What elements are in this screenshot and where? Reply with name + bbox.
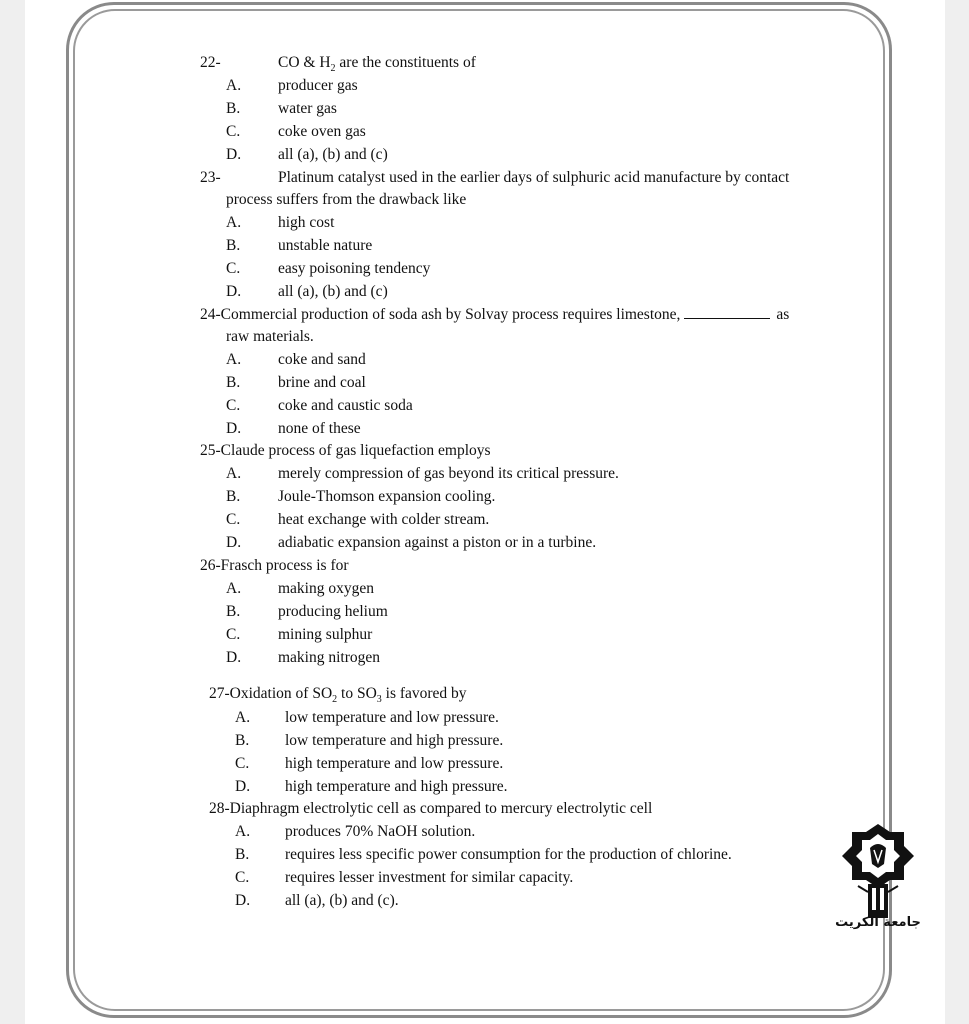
option-letter: B. <box>226 488 241 505</box>
option-text: coke and sand <box>278 351 366 368</box>
question-24-text-cont: raw materials. <box>226 328 314 345</box>
option-letter: B. <box>226 237 241 254</box>
option-letter: B. <box>226 100 241 117</box>
option-letter: D. <box>235 778 251 795</box>
option-text: Joule-Thomson expansion cooling. <box>278 488 496 505</box>
question-22-text: CO & $H_2$ are the constituents of <box>278 54 476 75</box>
option-text: water gas <box>278 100 337 117</box>
option-text: requires lesser investment for similar capacity. <box>285 869 574 886</box>
option-letter: C. <box>235 755 250 772</box>
option-letter: A. <box>226 580 242 597</box>
option-letter: C. <box>226 397 241 414</box>
option-text: high temperature and high pressure. <box>285 778 508 795</box>
option-text: high cost <box>278 214 335 231</box>
option-letter: B. <box>226 374 241 391</box>
option-text: produces 70% NaOH solution. <box>285 823 476 840</box>
question-23-text-cont: process suffers from the drawback like <box>226 191 467 208</box>
question-number: 22- <box>200 54 221 71</box>
question-27: 27-Oxidation of $SO_2$ to $SO_3$ is favored by <box>209 685 467 706</box>
logo-caption: جامعة الكريت <box>835 915 921 930</box>
option-letter: A. <box>226 214 242 231</box>
question-number: 24- <box>200 306 221 323</box>
university-emblem-icon <box>830 822 926 932</box>
option-letter: B. <box>235 732 250 749</box>
option-letter: C. <box>226 123 241 140</box>
question-number: 23- <box>200 169 221 186</box>
option-text: making nitrogen <box>278 649 381 666</box>
university-logo <box>830 822 926 932</box>
option-text: requires less specific power consumption for the production of chlorine. <box>285 846 732 863</box>
option-text: making oxygen <box>278 580 374 597</box>
option-letter: D. <box>226 420 242 437</box>
question-28: 28-Diaphragm electrolytic cell as compared to mercury electrolytic cell <box>209 800 653 817</box>
option-letter: A. <box>235 709 251 726</box>
option-letter: C. <box>226 511 241 528</box>
option-letter: D. <box>235 892 251 909</box>
option-text: heat exchange with colder stream. <box>278 511 490 528</box>
option-letter: C. <box>226 260 241 277</box>
option-text: all (a), (b) and (c). <box>285 892 399 909</box>
option-text: easy poisoning tendency <box>278 260 431 277</box>
question-number: 26- <box>200 557 221 574</box>
option-text: adiabatic expansion against a piston or in a turbine. <box>278 534 597 551</box>
option-letter: A. <box>235 823 251 840</box>
question-25: 25-Claude process of gas liquefaction employs <box>200 442 491 459</box>
question-22 <box>200 54 221 72</box>
question-number: 27- <box>209 685 230 702</box>
option-letter: D. <box>226 534 242 551</box>
option-text: all (a), (b) and (c) <box>278 283 388 300</box>
question-number: 25- <box>200 442 221 459</box>
option-letter: B. <box>235 846 250 863</box>
option-text: all (a), (b) and (c) <box>278 146 388 163</box>
option-letter: A. <box>226 77 242 94</box>
option-letter: D. <box>226 283 242 300</box>
option-text: producing helium <box>278 603 388 620</box>
option-text: producer gas <box>278 77 358 94</box>
question-26: 26-Frasch process is for <box>200 557 349 574</box>
option-text: none of these <box>278 420 361 437</box>
option-text: high temperature and low pressure. <box>285 755 504 772</box>
fill-in-blank <box>684 306 770 319</box>
option-text: low temperature and low pressure. <box>285 709 499 726</box>
question-number: 28- <box>209 800 230 817</box>
option-letter: A. <box>226 351 242 368</box>
question-23-text: Platinum catalyst used in the earlier days of sulphuric acid manufacture by contact <box>278 169 790 186</box>
option-text: low temperature and high pressure. <box>285 732 504 749</box>
option-letter: C. <box>235 869 250 886</box>
option-text: brine and coal <box>278 374 366 391</box>
option-text: merely compression of gas beyond its critical pressure. <box>278 465 619 482</box>
option-letter: D. <box>226 146 242 163</box>
option-letter: D. <box>226 649 242 666</box>
option-text: mining sulphur <box>278 626 373 643</box>
option-letter: A. <box>226 465 242 482</box>
option-text: coke and caustic soda <box>278 397 413 414</box>
option-text: unstable nature <box>278 237 373 254</box>
option-letter: C. <box>226 626 241 643</box>
option-letter: B. <box>226 603 241 620</box>
question-24: 24-Commercial production of soda ash by Solvay process requires limestone, as <box>200 306 790 323</box>
option-text: coke oven gas <box>278 123 366 140</box>
